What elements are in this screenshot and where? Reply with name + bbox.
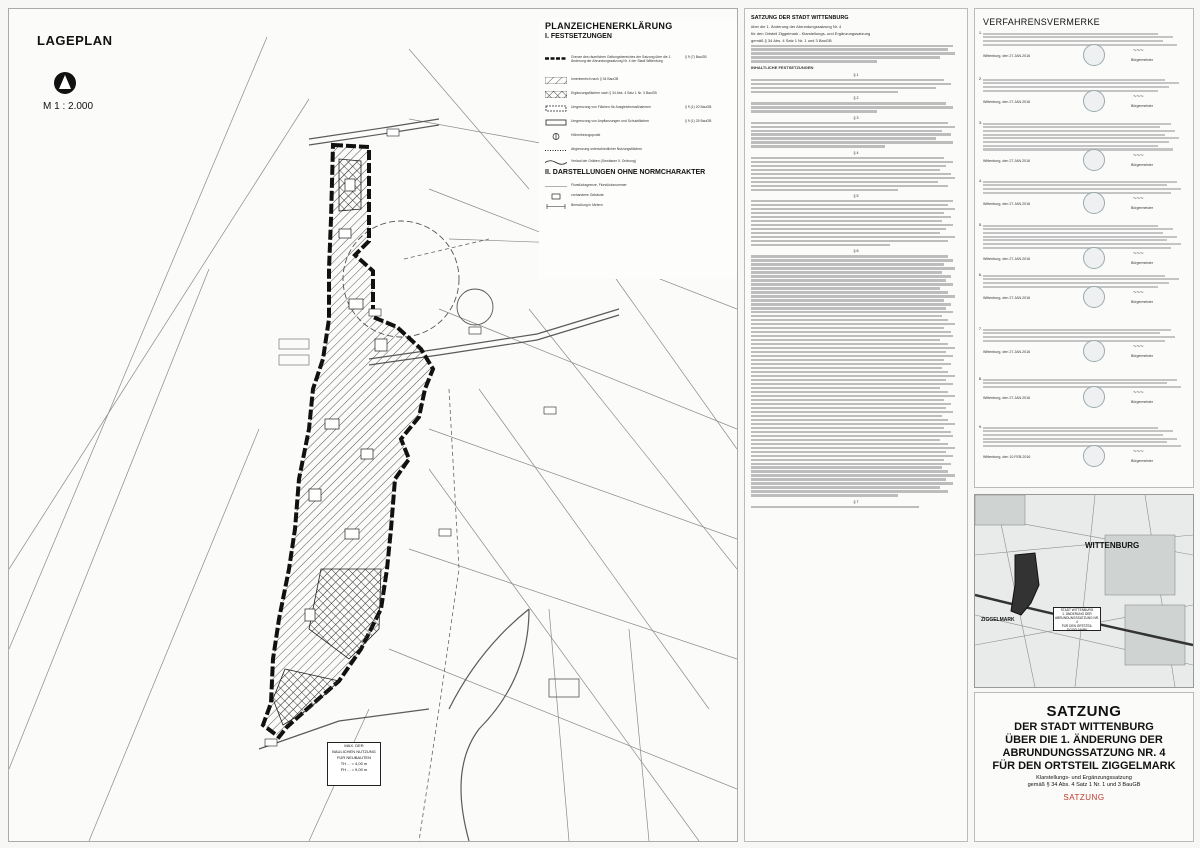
verfahren-entry-number: 3. xyxy=(979,121,982,125)
legend-item-text: Ergänzungsflächen nach § 34 Abs. 4 Satz 1 Nr. 3 BauGB xyxy=(571,91,657,95)
abgrenzung-symbol-icon xyxy=(545,147,567,154)
title-sub: Klarstellungs- und Ergänzungssatzung xyxy=(1036,775,1132,781)
section-title: § 3 xyxy=(853,115,859,120)
verfahren-entry-number: 7. xyxy=(979,327,982,331)
verfahren-text-line xyxy=(983,445,1181,447)
inset-caption-line: STADT WITTENBURG xyxy=(1060,608,1094,612)
outline-rect-1 xyxy=(279,339,309,349)
title-block xyxy=(974,692,1194,842)
verfahren-text-line xyxy=(983,434,1163,436)
satzung-text-column xyxy=(744,8,968,842)
satzung-heading-3: für den Ortsteil Ziggelmark - Klarstellungs- und Ergänzungssatzung xyxy=(751,30,871,36)
verfahren-text-line xyxy=(983,44,1177,46)
verfahren-entry xyxy=(979,31,1187,62)
verfahren-text-line xyxy=(983,430,1173,432)
verfahren-text-line xyxy=(983,247,1171,249)
legend-title: PLANZEICHENERKLÄRUNG xyxy=(545,21,673,31)
verfahren-text-line xyxy=(983,225,1158,227)
verfahren-text-line xyxy=(983,286,1158,288)
height-point-icon xyxy=(545,133,567,140)
verfahren-entry-number: 1. xyxy=(979,31,982,35)
outline-rect-3 xyxy=(549,679,579,697)
verfahren-role: Bürgermeister xyxy=(1131,103,1153,108)
verfahren-text-line xyxy=(983,239,1167,241)
verfahren-text-line xyxy=(983,386,1181,388)
legend-item xyxy=(545,193,681,200)
bauhoehe-line: BAULICHEN NUTZUNG xyxy=(332,749,376,754)
verfahren-text-line xyxy=(983,438,1177,440)
verfahren-entry-number: 8. xyxy=(979,377,982,381)
verfahren-text-line xyxy=(983,332,1160,334)
verfahren-entry xyxy=(979,121,1187,167)
bauhoehe-line: TH ... = 4,00 m xyxy=(340,761,368,766)
verfahren-text-line xyxy=(983,90,1158,92)
verfahren-text-line xyxy=(983,181,1177,183)
verfahren-text-line xyxy=(983,123,1171,125)
signature-icon: ~~~ xyxy=(1133,250,1144,257)
verfahren-text-line xyxy=(983,379,1177,381)
satzung-heading-1: SATZUNG DER STADT WITTENBURG xyxy=(751,15,849,21)
verfahren-text-line xyxy=(983,282,1169,284)
legend-item-text: vorhandene Gebäude xyxy=(571,193,604,197)
signature-icon: ~~~ xyxy=(1133,343,1144,350)
verfahren-text-line xyxy=(983,340,1165,342)
scale-label: M 1 : 2.000 xyxy=(43,101,94,112)
title-status: SATZUNG xyxy=(1063,793,1105,802)
verfahren-text-line xyxy=(983,329,1171,331)
title-line: DER STADT WITTENBURG xyxy=(1014,721,1154,733)
verfahren-text-line xyxy=(983,130,1175,132)
verfahren-text-line xyxy=(983,236,1177,238)
section-text xyxy=(751,122,961,148)
signature-icon: ~~~ xyxy=(1133,93,1144,100)
official-seal-icon xyxy=(1083,340,1105,362)
verfahren-text-line xyxy=(983,82,1179,84)
verfahren-text-line xyxy=(983,441,1167,443)
legend-item-text: Höhenbezugspunkt xyxy=(571,133,601,137)
verfahren-role: Bürgermeister xyxy=(1131,459,1153,464)
official-seal-icon xyxy=(1083,286,1105,308)
legend-item-text: Umgrenzung von Anpflanzungen und Schutzflächen xyxy=(571,119,650,123)
overview-map xyxy=(974,494,1194,688)
verfahren-text-line xyxy=(983,243,1181,245)
verfahren-entry xyxy=(979,77,1187,108)
verfahren-date: Wittenburg, den 27.JAN.2016 xyxy=(983,349,1031,354)
verfahren-entry-number: 4. xyxy=(979,179,982,183)
verfahren-text-line xyxy=(983,134,1165,136)
verfahren-text-line xyxy=(983,141,1169,143)
official-seal-icon xyxy=(1083,247,1105,269)
verfahren-date: Wittenburg, den 27.JAN.2016 xyxy=(983,256,1031,261)
signature-icon: ~~~ xyxy=(1133,47,1144,54)
bauhoehe-line: MAX. DER xyxy=(344,743,364,748)
verfahren-role: Bürgermeister xyxy=(1131,400,1153,405)
verfahren-entry xyxy=(979,377,1187,405)
verfahren-date: Wittenburg, den 27.JAN.2016 xyxy=(983,99,1031,104)
boundary-symbol-icon xyxy=(545,55,567,62)
legend-item-ref: § 9 (1) 20 BauGB xyxy=(685,105,712,109)
lageplan-map xyxy=(8,8,738,842)
verfahren-role: Bürgermeister xyxy=(1131,299,1153,304)
innenbereich-symbol-icon xyxy=(545,77,567,84)
section-title: § 2 xyxy=(853,96,859,101)
verfahren-title: VERFAHRENSVERMERKE xyxy=(983,17,1100,27)
dimension-symbol-icon xyxy=(545,203,567,210)
title-line: FÜR DEN ORTSTEIL ZIGGELMARK xyxy=(992,760,1176,772)
verfahren-text-line xyxy=(983,33,1158,35)
legend-item xyxy=(545,119,711,126)
bauhoehe-box xyxy=(327,742,381,786)
official-seal-icon xyxy=(1083,386,1105,408)
legend-section-2: II. DARSTELLUNGEN OHNE NORMCHARAKTER xyxy=(545,169,706,176)
verfahren-date: Wittenburg, den 27.JAN.2016 xyxy=(983,158,1031,163)
signature-icon: ~~~ xyxy=(1133,195,1144,202)
inset-caption-box xyxy=(1053,607,1101,631)
verfahren-entry xyxy=(979,179,1187,210)
verfahren-entry-number: 6. xyxy=(979,273,982,277)
verfahren-date: Wittenburg, den 27.JAN.2016 xyxy=(983,201,1031,206)
verfahren-role: Bürgermeister xyxy=(1131,353,1153,358)
verfahren-text-line xyxy=(983,228,1173,230)
verfahren-entry xyxy=(979,327,1187,358)
section-text xyxy=(751,79,961,93)
verfahren-text-line xyxy=(983,192,1171,194)
verfahren-date: Wittenburg, den 27.JAN.2016 xyxy=(983,396,1031,401)
outline-rect-2 xyxy=(279,355,309,365)
section-text xyxy=(751,157,961,191)
verfahren-text-line xyxy=(983,336,1175,338)
legend xyxy=(539,19,738,279)
verfahren-entry xyxy=(979,425,1187,464)
graben-symbol-icon xyxy=(545,159,567,166)
verfahren-text-line xyxy=(983,36,1173,38)
title-sub: gemäß § 34 Abs. 4 Satz 1 Nr. 1 und 3 BauGB xyxy=(1027,782,1141,788)
verfahren-text-line xyxy=(983,382,1167,384)
inset-caption-line: 1. ÄNDERUNG DER xyxy=(1062,612,1092,616)
section-title: § 5 xyxy=(853,194,859,199)
building-symbol-icon xyxy=(545,193,567,200)
inset-caption-line: ABRUNDUNGSSATZUNG NR. 4 xyxy=(1054,616,1100,624)
signature-icon: ~~~ xyxy=(1133,152,1144,159)
verfahren-role: Bürgermeister xyxy=(1131,260,1153,265)
legend-item xyxy=(545,133,685,140)
verfahren-text-line xyxy=(983,148,1173,150)
verfahren-role: Bürgermeister xyxy=(1131,162,1153,167)
verfahren-text-line xyxy=(983,137,1179,139)
verfahren-date: Wittenburg, den 27.JAN.2016 xyxy=(983,53,1031,58)
legend-item xyxy=(545,183,681,190)
legend-item-text: Bemaßung in Metern xyxy=(571,203,603,207)
legend-item-ref: § 9 (1) 25 BauGB xyxy=(685,119,712,123)
verfahren-role: Bürgermeister xyxy=(1131,57,1153,62)
overview-map-drawing xyxy=(975,495,1193,687)
inset-village-label: ZIGGELMARK xyxy=(981,617,1015,623)
verfahren-date: Wittenburg, den 10.FEB.2016 xyxy=(983,455,1031,460)
legend-item xyxy=(545,55,707,63)
ergaenzung-symbol-icon xyxy=(545,91,567,98)
verfahrensvermerke xyxy=(974,8,1194,488)
legend-item xyxy=(545,105,711,112)
north-arrow-icon xyxy=(53,71,77,95)
verfahren-text-line xyxy=(983,278,1179,280)
verfahren-text-line xyxy=(983,79,1165,81)
verfahren-text-line xyxy=(983,232,1163,234)
satzung-heading-2: über die 1. Änderung der Abrundungssatzung Nr. 4 xyxy=(751,23,842,29)
verfahren-text-line xyxy=(983,427,1158,429)
verfahren-text-line xyxy=(983,188,1181,190)
legend-item xyxy=(545,91,685,98)
section-text xyxy=(751,255,961,496)
legend-item-text: Verlauf der Gräben (Gewässer II. Ordnung) xyxy=(571,159,637,163)
signature-icon: ~~~ xyxy=(1133,390,1144,397)
verfahren-entry-number: 9. xyxy=(979,425,982,429)
legend-item xyxy=(545,159,685,166)
verfahren-text-line xyxy=(983,275,1165,277)
title-line: ABRUNDUNGSSATZUNG NR. 4 xyxy=(1002,747,1166,759)
section-title: § 4 xyxy=(853,150,859,155)
legend-item-text: Grenze des räumlichen Geltungsbereiches der Satzung über die 1. Änderung der Abrundungssatzung Nr. 4 der Stadt Wittenburg xyxy=(571,55,672,63)
legend-item xyxy=(545,147,685,154)
section-text xyxy=(751,506,961,508)
section-text xyxy=(751,102,961,112)
official-seal-icon xyxy=(1083,44,1105,66)
verfahren-entry-number: 2. xyxy=(979,77,982,81)
verfahren-entry-number: 5. xyxy=(979,223,982,227)
legend-item-text: Flurstücksgrenze, Flurstücksnummer xyxy=(571,183,627,187)
ausgleich-symbol-icon xyxy=(545,105,567,112)
verfahren-text-line xyxy=(983,126,1160,128)
inset-caption-line: FÜR DEN ORTSTEIL ZIGGELMARK xyxy=(1061,624,1093,632)
preamble-text xyxy=(751,45,961,63)
signature-icon: ~~~ xyxy=(1133,289,1144,296)
section-title: § 6 xyxy=(853,249,859,254)
legend-item xyxy=(545,203,681,210)
verfahren-text-line xyxy=(983,86,1169,88)
legend-item xyxy=(545,77,685,84)
verfahren-text-line xyxy=(983,40,1163,42)
bauhoehe-line: FÜR NEUBAUTEN xyxy=(336,755,371,760)
verfahren-date: Wittenburg, den 27.JAN.2016 xyxy=(983,295,1031,300)
verfahren-text-line xyxy=(983,145,1158,147)
inset-town-label: WITTENBURG xyxy=(1085,541,1140,550)
title-line: ÜBER DIE 1. ÄNDERUNG DER xyxy=(1005,734,1163,746)
inhalt-heading: INHALTLICHE FESTSETZUNGEN xyxy=(751,64,814,70)
official-seal-icon xyxy=(1083,90,1105,112)
signature-icon: ~~~ xyxy=(1133,449,1144,456)
lageplan-title: LAGEPLAN xyxy=(37,33,113,48)
legend-item-text: Innenbereich nach § 34 BauGB xyxy=(571,77,619,81)
section-title: § 7 xyxy=(853,499,859,504)
bauhoehe-line: FH ... = 9,00 m xyxy=(340,767,368,772)
legend-item-text: Umgrenzung von Flächen für Ausgleichsmaßnahmen xyxy=(571,105,651,109)
verfahren-text-line xyxy=(983,184,1167,186)
anpflanzung-symbol-icon xyxy=(545,119,567,126)
verfahren-role: Bürgermeister xyxy=(1131,205,1153,210)
section-title: § 1 xyxy=(853,72,859,77)
flurstueck-symbol-icon xyxy=(545,183,567,190)
protection-circle-small xyxy=(457,289,493,325)
verfahren-entry xyxy=(979,223,1187,265)
legend-item-ref: § 9 (7) BauGB xyxy=(685,55,707,59)
title-main: SATZUNG xyxy=(1046,703,1122,720)
legend-section-1: I. FESTSETZUNGEN xyxy=(545,33,612,40)
legend-item-text: Abgrenzung unterschiedlicher Nutzungsflächen xyxy=(571,147,643,151)
verfahren-entry xyxy=(979,273,1187,304)
section-text xyxy=(751,200,961,246)
official-seal-icon xyxy=(1083,192,1105,214)
satzung-heading-4: gemäß § 34 Abs. 4 Satz 1 Nr. 1 und 3 BauGB xyxy=(751,37,832,43)
official-seal-icon xyxy=(1083,149,1105,171)
official-seal-icon xyxy=(1083,445,1105,467)
